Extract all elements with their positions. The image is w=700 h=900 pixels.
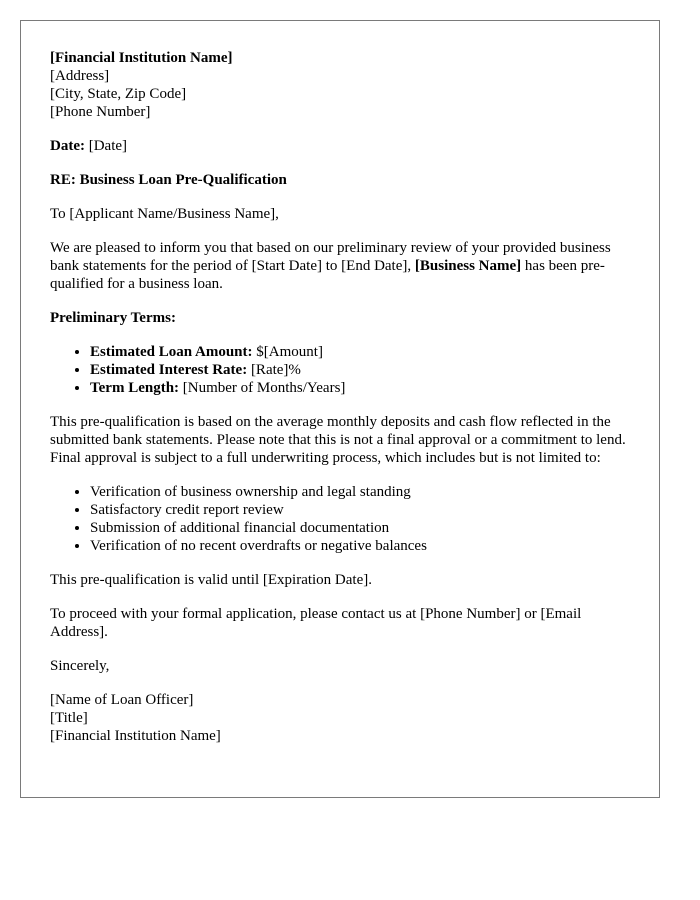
validity-paragraph: This pre-qualification is valid until [Expiration Date]. [50, 572, 372, 588]
institution-address: [Address] [50, 68, 110, 84]
institution-name: [Financial Institution Name] [50, 50, 233, 66]
terms-list [50, 343, 640, 397]
date-line [50, 137, 640, 155]
list-item: • Estimated Interest Rate: [Rate]% [90, 361, 640, 379]
signer-title: [Title] [50, 710, 88, 726]
business-name: [Business Name] [414, 258, 522, 274]
requirements-list [50, 483, 640, 555]
list-item: • Submission of additional financial documentation [90, 519, 640, 537]
proceed-paragraph: To proceed with your formal application, please contact us at [Phone Number] or [Email Address]. [50, 606, 582, 640]
basis-paragraph: This pre-qualification is based on the average monthly deposits and cash flow reflected in the submitted bank statements. Please note that this is not a final approval or a commitment to lend. Final approval is subject to a full underwriting process, which includes but is not limited to: [50, 414, 626, 466]
subject-line: RE: Business Loan Pre-Qualification [50, 172, 287, 188]
signature-block [50, 691, 640, 745]
terms-heading: Preliminary Terms: [50, 310, 176, 326]
institution-header [50, 49, 640, 121]
intro-paragraph: We are pleased to inform you that based on our preliminary review of your provided business bank statements for the period of [Start Date] to [End Date], [Business Name] has been pre-qualified for a business loan. [50, 240, 611, 292]
list-item: • Estimated Loan Amount: $[Amount] [90, 343, 640, 361]
closing: Sincerely, [50, 658, 110, 674]
salutation: To [Applicant Name/Business Name], [50, 206, 279, 222]
list-item: • Satisfactory credit report review [90, 501, 640, 519]
list-item: • Verification of business ownership and legal standing [90, 483, 640, 501]
date-label: Date: [50, 138, 85, 154]
institution-city-state-zip: [City, State, Zip Code] [50, 86, 187, 102]
date-value: [Date] [84, 138, 128, 154]
letter-body [50, 49, 640, 761]
letter-page [20, 20, 660, 798]
signer-name: [Name of Loan Officer] [50, 692, 194, 708]
signer-institution: [Financial Institution Name] [50, 728, 221, 744]
list-item: • Term Length: [Number of Months/Years] [90, 379, 640, 397]
institution-phone: [Phone Number] [50, 104, 151, 120]
list-item: • Verification of no recent overdrafts or negative balances [90, 537, 640, 555]
